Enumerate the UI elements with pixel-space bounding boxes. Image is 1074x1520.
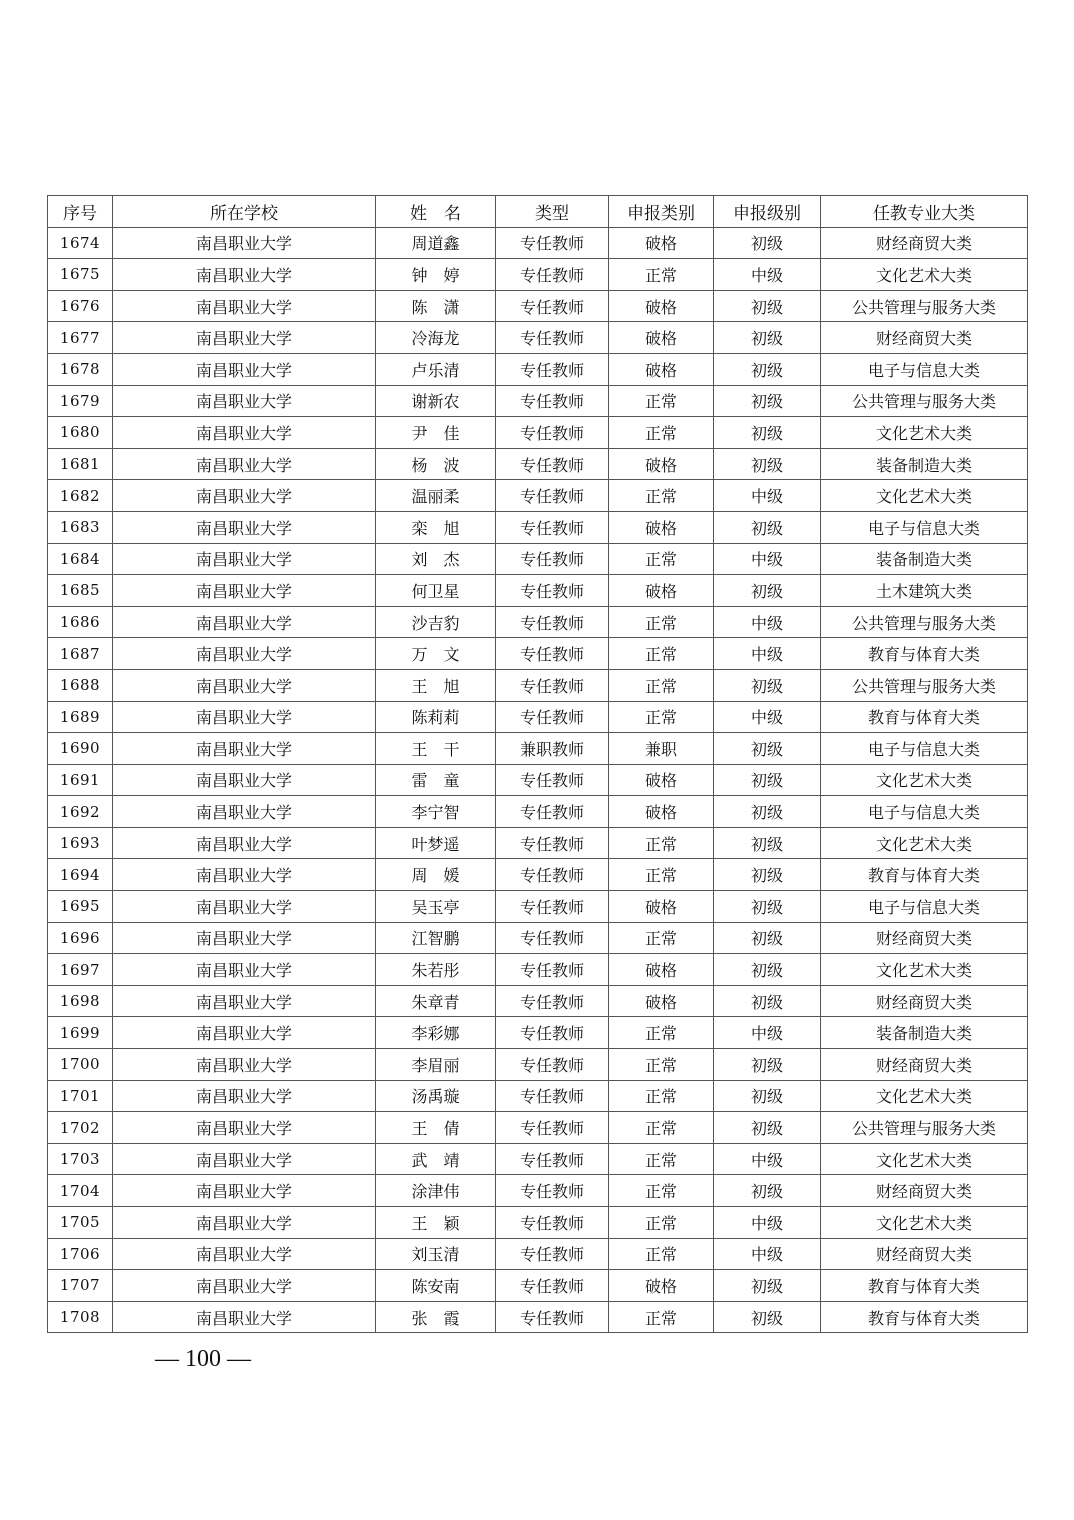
table-row	[48, 606, 1028, 638]
cell-level: 初级	[714, 796, 821, 828]
cell-level: 初级	[714, 417, 821, 449]
cell-level: 初级	[714, 322, 821, 354]
cell-category: 正常	[609, 1080, 714, 1112]
cell-name: 王 旭	[376, 669, 496, 701]
cell-type: 专任教师	[496, 543, 609, 575]
cell-major: 教育与体育大类	[821, 859, 1028, 891]
cell-major: 教育与体育大类	[821, 638, 1028, 670]
cell-school: 南昌职业大学	[113, 385, 376, 417]
cell-school: 南昌职业大学	[113, 480, 376, 512]
table-row	[48, 1207, 1028, 1239]
cell-major: 教育与体育大类	[821, 1301, 1028, 1333]
cell-major: 文化艺术大类	[821, 417, 1028, 449]
cell-seq: 1694	[48, 859, 113, 891]
cell-type: 专任教师	[496, 290, 609, 322]
cell-school: 南昌职业大学	[113, 290, 376, 322]
cell-category: 正常	[609, 859, 714, 891]
cell-category: 正常	[609, 543, 714, 575]
cell-level: 中级	[714, 259, 821, 291]
table-row	[48, 1017, 1028, 1049]
cell-type: 专任教师	[496, 417, 609, 449]
cell-level: 初级	[714, 1112, 821, 1144]
cell-school: 南昌职业大学	[113, 543, 376, 575]
cell-major: 财经商贸大类	[821, 227, 1028, 259]
cell-level: 初级	[714, 290, 821, 322]
table-body	[48, 227, 1028, 1333]
cell-major: 文化艺术大类	[821, 259, 1028, 291]
cell-type: 专任教师	[496, 701, 609, 733]
cell-name: 刘玉清	[376, 1238, 496, 1270]
cell-school: 南昌职业大学	[113, 1112, 376, 1144]
table-row	[48, 985, 1028, 1017]
cell-school: 南昌职业大学	[113, 954, 376, 986]
header-level: 申报级别	[714, 196, 821, 228]
cell-major: 财经商贸大类	[821, 322, 1028, 354]
cell-category: 破格	[609, 796, 714, 828]
cell-seq: 1705	[48, 1207, 113, 1239]
cell-seq: 1691	[48, 764, 113, 796]
cell-level: 初级	[714, 922, 821, 954]
cell-level: 初级	[714, 827, 821, 859]
cell-major: 财经商贸大类	[821, 922, 1028, 954]
cell-category: 破格	[609, 954, 714, 986]
table-row	[48, 575, 1028, 607]
cell-type: 专任教师	[496, 480, 609, 512]
cell-major: 文化艺术大类	[821, 764, 1028, 796]
cell-category: 正常	[609, 669, 714, 701]
cell-level: 初级	[714, 353, 821, 385]
cell-type: 专任教师	[496, 259, 609, 291]
cell-name: 杨 波	[376, 448, 496, 480]
cell-school: 南昌职业大学	[113, 1049, 376, 1081]
cell-category: 正常	[609, 385, 714, 417]
cell-category: 正常	[609, 480, 714, 512]
cell-name: 周 媛	[376, 859, 496, 891]
cell-type: 专任教师	[496, 511, 609, 543]
cell-seq: 1690	[48, 733, 113, 765]
cell-name: 万 文	[376, 638, 496, 670]
cell-name: 吴玉亭	[376, 891, 496, 923]
cell-school: 南昌职业大学	[113, 733, 376, 765]
cell-name: 雷 童	[376, 764, 496, 796]
cell-level: 中级	[714, 606, 821, 638]
cell-name: 刘 杰	[376, 543, 496, 575]
cell-type: 专任教师	[496, 891, 609, 923]
cell-level: 初级	[714, 891, 821, 923]
cell-major: 公共管理与服务大类	[821, 290, 1028, 322]
cell-school: 南昌职业大学	[113, 1017, 376, 1049]
cell-name: 武 靖	[376, 1143, 496, 1175]
cell-level: 中级	[714, 1238, 821, 1270]
cell-level: 初级	[714, 1049, 821, 1081]
cell-major: 装备制造大类	[821, 1017, 1028, 1049]
cell-major: 装备制造大类	[821, 448, 1028, 480]
cell-type: 专任教师	[496, 1080, 609, 1112]
cell-seq: 1695	[48, 891, 113, 923]
cell-school: 南昌职业大学	[113, 827, 376, 859]
cell-seq: 1692	[48, 796, 113, 828]
cell-school: 南昌职业大学	[113, 322, 376, 354]
cell-school: 南昌职业大学	[113, 922, 376, 954]
cell-category: 正常	[609, 701, 714, 733]
cell-major: 财经商贸大类	[821, 1049, 1028, 1081]
cell-major: 财经商贸大类	[821, 1175, 1028, 1207]
cell-school: 南昌职业大学	[113, 606, 376, 638]
cell-type: 专任教师	[496, 1301, 609, 1333]
cell-level: 初级	[714, 764, 821, 796]
cell-school: 南昌职业大学	[113, 701, 376, 733]
cell-major: 电子与信息大类	[821, 733, 1028, 765]
cell-seq: 1677	[48, 322, 113, 354]
cell-name: 钟 婷	[376, 259, 496, 291]
table-row	[48, 954, 1028, 986]
cell-major: 文化艺术大类	[821, 1080, 1028, 1112]
cell-name: 王 倩	[376, 1112, 496, 1144]
cell-type: 专任教师	[496, 606, 609, 638]
cell-seq: 1704	[48, 1175, 113, 1207]
cell-seq: 1696	[48, 922, 113, 954]
table-row	[48, 1049, 1028, 1081]
cell-type: 专任教师	[496, 1207, 609, 1239]
cell-category: 破格	[609, 448, 714, 480]
cell-major: 教育与体育大类	[821, 701, 1028, 733]
cell-level: 中级	[714, 543, 821, 575]
cell-category: 破格	[609, 511, 714, 543]
table-row	[48, 669, 1028, 701]
cell-name: 王 干	[376, 733, 496, 765]
cell-school: 南昌职业大学	[113, 764, 376, 796]
cell-category: 破格	[609, 227, 714, 259]
cell-major: 文化艺术大类	[821, 480, 1028, 512]
cell-seq: 1689	[48, 701, 113, 733]
cell-category: 正常	[609, 827, 714, 859]
cell-type: 专任教师	[496, 1270, 609, 1302]
table-row	[48, 290, 1028, 322]
table-row	[48, 385, 1028, 417]
table-row	[48, 859, 1028, 891]
cell-major: 文化艺术大类	[821, 827, 1028, 859]
table-row	[48, 322, 1028, 354]
table-row	[48, 1175, 1028, 1207]
cell-type: 专任教师	[496, 669, 609, 701]
cell-name: 王 颖	[376, 1207, 496, 1239]
cell-type: 专任教师	[496, 353, 609, 385]
cell-category: 破格	[609, 1270, 714, 1302]
cell-category: 破格	[609, 322, 714, 354]
cell-level: 初级	[714, 733, 821, 765]
table-row	[48, 764, 1028, 796]
table-row	[48, 922, 1028, 954]
cell-major: 公共管理与服务大类	[821, 606, 1028, 638]
cell-seq: 1676	[48, 290, 113, 322]
cell-level: 初级	[714, 985, 821, 1017]
cell-school: 南昌职业大学	[113, 796, 376, 828]
cell-major: 电子与信息大类	[821, 511, 1028, 543]
cell-school: 南昌职业大学	[113, 259, 376, 291]
cell-type: 专任教师	[496, 1049, 609, 1081]
table-row	[48, 1143, 1028, 1175]
cell-name: 陈 潇	[376, 290, 496, 322]
cell-school: 南昌职业大学	[113, 353, 376, 385]
cell-school: 南昌职业大学	[113, 859, 376, 891]
cell-type: 专任教师	[496, 1017, 609, 1049]
cell-name: 江智鹏	[376, 922, 496, 954]
cell-major: 教育与体育大类	[821, 1270, 1028, 1302]
cell-type: 专任教师	[496, 1143, 609, 1175]
cell-category: 正常	[609, 259, 714, 291]
cell-category: 正常	[609, 1207, 714, 1239]
cell-category: 正常	[609, 417, 714, 449]
cell-level: 初级	[714, 511, 821, 543]
cell-category: 正常	[609, 638, 714, 670]
cell-school: 南昌职业大学	[113, 417, 376, 449]
cell-category: 破格	[609, 891, 714, 923]
roster-table	[47, 195, 1028, 1333]
cell-school: 南昌职业大学	[113, 511, 376, 543]
cell-name: 谢新农	[376, 385, 496, 417]
cell-seq: 1693	[48, 827, 113, 859]
cell-type: 专任教师	[496, 638, 609, 670]
table-row	[48, 543, 1028, 575]
cell-category: 正常	[609, 1301, 714, 1333]
cell-category: 破格	[609, 764, 714, 796]
cell-name: 李眉丽	[376, 1049, 496, 1081]
cell-level: 中级	[714, 1207, 821, 1239]
table-header	[48, 196, 1028, 228]
cell-category: 正常	[609, 1017, 714, 1049]
cell-school: 南昌职业大学	[113, 448, 376, 480]
cell-seq: 1686	[48, 606, 113, 638]
cell-school: 南昌职业大学	[113, 1207, 376, 1239]
table-row	[48, 701, 1028, 733]
cell-type: 专任教师	[496, 385, 609, 417]
cell-level: 初级	[714, 575, 821, 607]
cell-category: 破格	[609, 290, 714, 322]
cell-level: 初级	[714, 859, 821, 891]
cell-type: 专任教师	[496, 448, 609, 480]
cell-type: 专任教师	[496, 954, 609, 986]
cell-level: 初级	[714, 448, 821, 480]
cell-seq: 1681	[48, 448, 113, 480]
cell-level: 初级	[714, 1301, 821, 1333]
cell-school: 南昌职业大学	[113, 1270, 376, 1302]
header-name: 姓 名	[376, 196, 496, 228]
cell-major: 财经商贸大类	[821, 985, 1028, 1017]
cell-school: 南昌职业大学	[113, 1238, 376, 1270]
cell-type: 专任教师	[496, 796, 609, 828]
cell-category: 正常	[609, 1175, 714, 1207]
cell-category: 正常	[609, 922, 714, 954]
cell-seq: 1678	[48, 353, 113, 385]
table-row	[48, 1238, 1028, 1270]
table-row	[48, 448, 1028, 480]
table-row	[48, 1112, 1028, 1144]
cell-seq: 1687	[48, 638, 113, 670]
cell-category: 正常	[609, 606, 714, 638]
table-row	[48, 891, 1028, 923]
cell-school: 南昌职业大学	[113, 891, 376, 923]
cell-seq: 1706	[48, 1238, 113, 1270]
cell-seq: 1679	[48, 385, 113, 417]
cell-seq: 1699	[48, 1017, 113, 1049]
cell-type: 专任教师	[496, 227, 609, 259]
cell-level: 初级	[714, 227, 821, 259]
cell-major: 公共管理与服务大类	[821, 669, 1028, 701]
cell-seq: 1680	[48, 417, 113, 449]
cell-name: 汤禹璇	[376, 1080, 496, 1112]
cell-seq: 1674	[48, 227, 113, 259]
cell-type: 专任教师	[496, 575, 609, 607]
cell-type: 专任教师	[496, 1175, 609, 1207]
table-row	[48, 259, 1028, 291]
cell-name: 周道鑫	[376, 227, 496, 259]
cell-seq: 1697	[48, 954, 113, 986]
cell-name: 李宁智	[376, 796, 496, 828]
cell-name: 张 霞	[376, 1301, 496, 1333]
cell-level: 初级	[714, 1080, 821, 1112]
cell-name: 朱章青	[376, 985, 496, 1017]
cell-name: 何卫星	[376, 575, 496, 607]
cell-seq: 1702	[48, 1112, 113, 1144]
table-row	[48, 480, 1028, 512]
cell-type: 专任教师	[496, 764, 609, 796]
cell-category: 正常	[609, 1049, 714, 1081]
cell-major: 电子与信息大类	[821, 891, 1028, 923]
cell-major: 文化艺术大类	[821, 1207, 1028, 1239]
cell-major: 财经商贸大类	[821, 1238, 1028, 1270]
table-row	[48, 227, 1028, 259]
cell-major: 公共管理与服务大类	[821, 1112, 1028, 1144]
cell-type: 专任教师	[496, 922, 609, 954]
cell-major: 土木建筑大类	[821, 575, 1028, 607]
cell-school: 南昌职业大学	[113, 575, 376, 607]
cell-seq: 1682	[48, 480, 113, 512]
cell-level: 初级	[714, 954, 821, 986]
cell-type: 专任教师	[496, 827, 609, 859]
cell-seq: 1685	[48, 575, 113, 607]
cell-seq: 1684	[48, 543, 113, 575]
cell-level: 初级	[714, 1175, 821, 1207]
header-major: 任教专业大类	[821, 196, 1028, 228]
cell-seq: 1675	[48, 259, 113, 291]
cell-name: 李彩娜	[376, 1017, 496, 1049]
cell-name: 陈安南	[376, 1270, 496, 1302]
cell-type: 专任教师	[496, 985, 609, 1017]
cell-name: 栾 旭	[376, 511, 496, 543]
cell-school: 南昌职业大学	[113, 638, 376, 670]
table-row	[48, 1080, 1028, 1112]
cell-school: 南昌职业大学	[113, 985, 376, 1017]
cell-seq: 1708	[48, 1301, 113, 1333]
table-row	[48, 638, 1028, 670]
table-row	[48, 1270, 1028, 1302]
cell-school: 南昌职业大学	[113, 1301, 376, 1333]
cell-category: 破格	[609, 985, 714, 1017]
header-school: 所在学校	[113, 196, 376, 228]
cell-name: 卢乐清	[376, 353, 496, 385]
cell-seq: 1701	[48, 1080, 113, 1112]
header-seq: 序号	[48, 196, 113, 228]
header-row	[48, 196, 1028, 228]
cell-seq: 1698	[48, 985, 113, 1017]
cell-type: 专任教师	[496, 1112, 609, 1144]
cell-name: 涂津伟	[376, 1175, 496, 1207]
header-category: 申报类别	[609, 196, 714, 228]
cell-type: 专任教师	[496, 1238, 609, 1270]
cell-name: 叶梦遥	[376, 827, 496, 859]
cell-name: 沙吉豹	[376, 606, 496, 638]
cell-level: 中级	[714, 638, 821, 670]
cell-level: 中级	[714, 1143, 821, 1175]
cell-school: 南昌职业大学	[113, 1175, 376, 1207]
cell-school: 南昌职业大学	[113, 227, 376, 259]
table-row	[48, 796, 1028, 828]
cell-level: 中级	[714, 480, 821, 512]
cell-school: 南昌职业大学	[113, 1080, 376, 1112]
cell-name: 尹 佳	[376, 417, 496, 449]
cell-level: 初级	[714, 669, 821, 701]
cell-category: 正常	[609, 1112, 714, 1144]
cell-seq: 1683	[48, 511, 113, 543]
cell-type: 兼职教师	[496, 733, 609, 765]
cell-name: 朱若彤	[376, 954, 496, 986]
cell-school: 南昌职业大学	[113, 1143, 376, 1175]
cell-major: 文化艺术大类	[821, 1143, 1028, 1175]
table-row	[48, 511, 1028, 543]
cell-category: 正常	[609, 1238, 714, 1270]
table-row	[48, 417, 1028, 449]
cell-major: 电子与信息大类	[821, 353, 1028, 385]
cell-major: 电子与信息大类	[821, 796, 1028, 828]
cell-major: 公共管理与服务大类	[821, 385, 1028, 417]
cell-level: 初级	[714, 385, 821, 417]
page-number: — 100 —	[155, 1346, 251, 1372]
cell-major: 文化艺术大类	[821, 954, 1028, 986]
cell-type: 专任教师	[496, 859, 609, 891]
cell-category: 正常	[609, 1143, 714, 1175]
cell-name: 温丽柔	[376, 480, 496, 512]
cell-name: 陈莉莉	[376, 701, 496, 733]
cell-seq: 1707	[48, 1270, 113, 1302]
cell-category: 破格	[609, 575, 714, 607]
header-type: 类型	[496, 196, 609, 228]
cell-level: 初级	[714, 1270, 821, 1302]
table-row	[48, 733, 1028, 765]
cell-level: 中级	[714, 1017, 821, 1049]
cell-major: 装备制造大类	[821, 543, 1028, 575]
cell-seq: 1700	[48, 1049, 113, 1081]
cell-seq: 1688	[48, 669, 113, 701]
table-row	[48, 827, 1028, 859]
cell-school: 南昌职业大学	[113, 669, 376, 701]
cell-name: 冷海龙	[376, 322, 496, 354]
table-row	[48, 1301, 1028, 1333]
cell-type: 专任教师	[496, 322, 609, 354]
cell-level: 中级	[714, 701, 821, 733]
cell-seq: 1703	[48, 1143, 113, 1175]
cell-category: 破格	[609, 353, 714, 385]
cell-category: 兼职	[609, 733, 714, 765]
table-row	[48, 353, 1028, 385]
